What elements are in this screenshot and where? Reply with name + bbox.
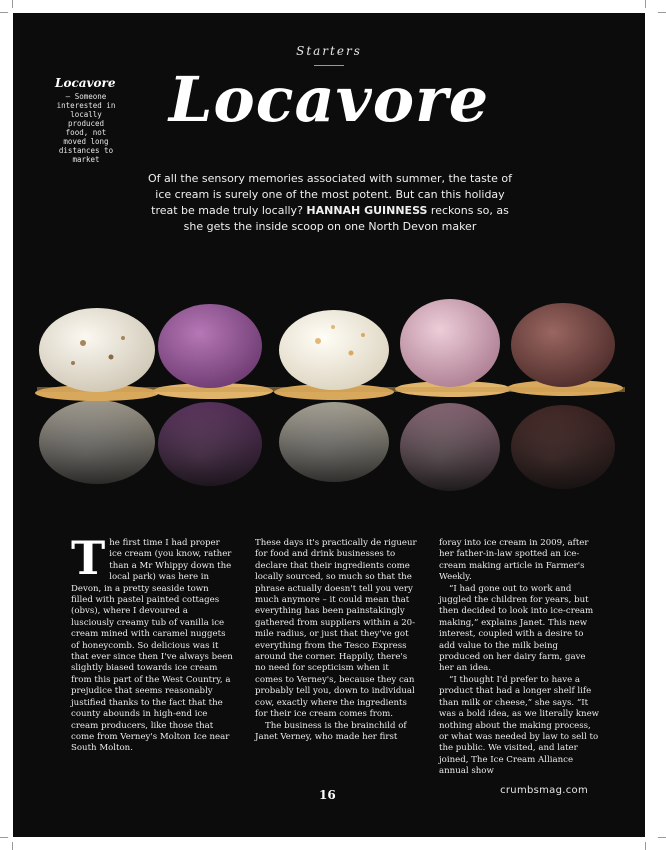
page-title: Locavore [168,63,490,136]
section-label: Starters [296,44,362,58]
crop-mark [0,837,8,838]
article-body [71,531,601,778]
paragraph: foray into ice cream in 2009, after her father-in-law spotted an ice-cream making article in Farmer's Weekly. [439,538,589,583]
article-column-1 [71,531,233,778]
scoop-blackcurrant [158,304,262,388]
standfirst [141,171,519,235]
paragraph: “I had gone out to work and juggled the children for years, but then decided to look into ice-cream making,” explains Janet. This new interest, coupled with a desire to add value to the milk being produced on her dairy farm, gave her an idea. [439,583,594,674]
paragraph: “I thought I'd prefer to have a product that had a longer shelf life than milk or cheese,” she says. “It was a bold idea, as we literally knew nothing about the making process, or what was needed by law to sell to the public. We visited, and later joined, The Ice Cream Alliance annual show [439,674,600,777]
author-name: HANNAH GUINNESS [306,204,428,217]
paragraph: These days it's practically de rigueur for food and drink businesses to declare that their ingredients come locally sourced, so much so that the phrase actually doesn't tell you very much anymore – it could mean that everything has been painstakingly gathered from suppliers within a 20-mile radius, or just that they've got everything from the Tesco Express around the corner. Happily, there's no need for scepticism when it comes to Verney's, because they can probably tell you, down to individual cow, exactly where the ingredients for their ice cream comes from. [255,538,417,720]
article-column-3 [439,538,601,778]
scoop-berry [400,299,500,387]
crop-mark [12,0,13,8]
ice-cream-photo [13,253,645,493]
article-column-2 [255,538,417,778]
page-number: 16 [319,788,336,802]
definition-text: – Someone interested in locally produced food, not moved long distances to market [56,92,116,164]
reflection-fade [13,401,645,493]
definition-word: Locavore [55,76,116,90]
standfirst-outro: reckons so, as she gets the inside scoop on one North Devon maker [183,204,509,233]
standfirst-intro: Of all the sensory memories associated with summer, the taste of ice cream is surely one of the most potent. But can this holiday treat be made truly locally? [148,172,512,217]
scoop-vanilla [39,308,155,392]
drop-cap: T [71,531,106,585]
crop-mark [658,12,666,13]
crop-mark [658,837,666,838]
crop-mark [0,12,8,13]
crop-mark [645,842,646,850]
paragraph: The business is the brainchild of Janet Verney, who made her first [255,720,407,742]
definition-box [55,76,117,164]
scoop-chocolate [511,303,615,387]
site-url: crumbsmag.com [500,785,588,796]
crop-mark [645,0,646,8]
scoop-honeycomb [279,310,389,390]
crop-mark [12,842,13,850]
magazine-page [13,13,645,837]
paragraph: he first time I had proper ice cream (you know, rather than a Mr Whippy down the local park) was here in Devon, in a pretty seaside town filled with pastel painted cottages (obvs), where I devoured a lusciously creamy tub of vanilla ice cream mined with caramel nuggets of honeycomb. So delicious was it that ever since then I've always been slightly biased towards ice cream from this part of the West Country, a prejudice that seems reasonably justified thanks to the fact that the county abounds in high-end ice cream producers, like those that come from Verney's Molton Ice near South Molton. [71,538,233,754]
